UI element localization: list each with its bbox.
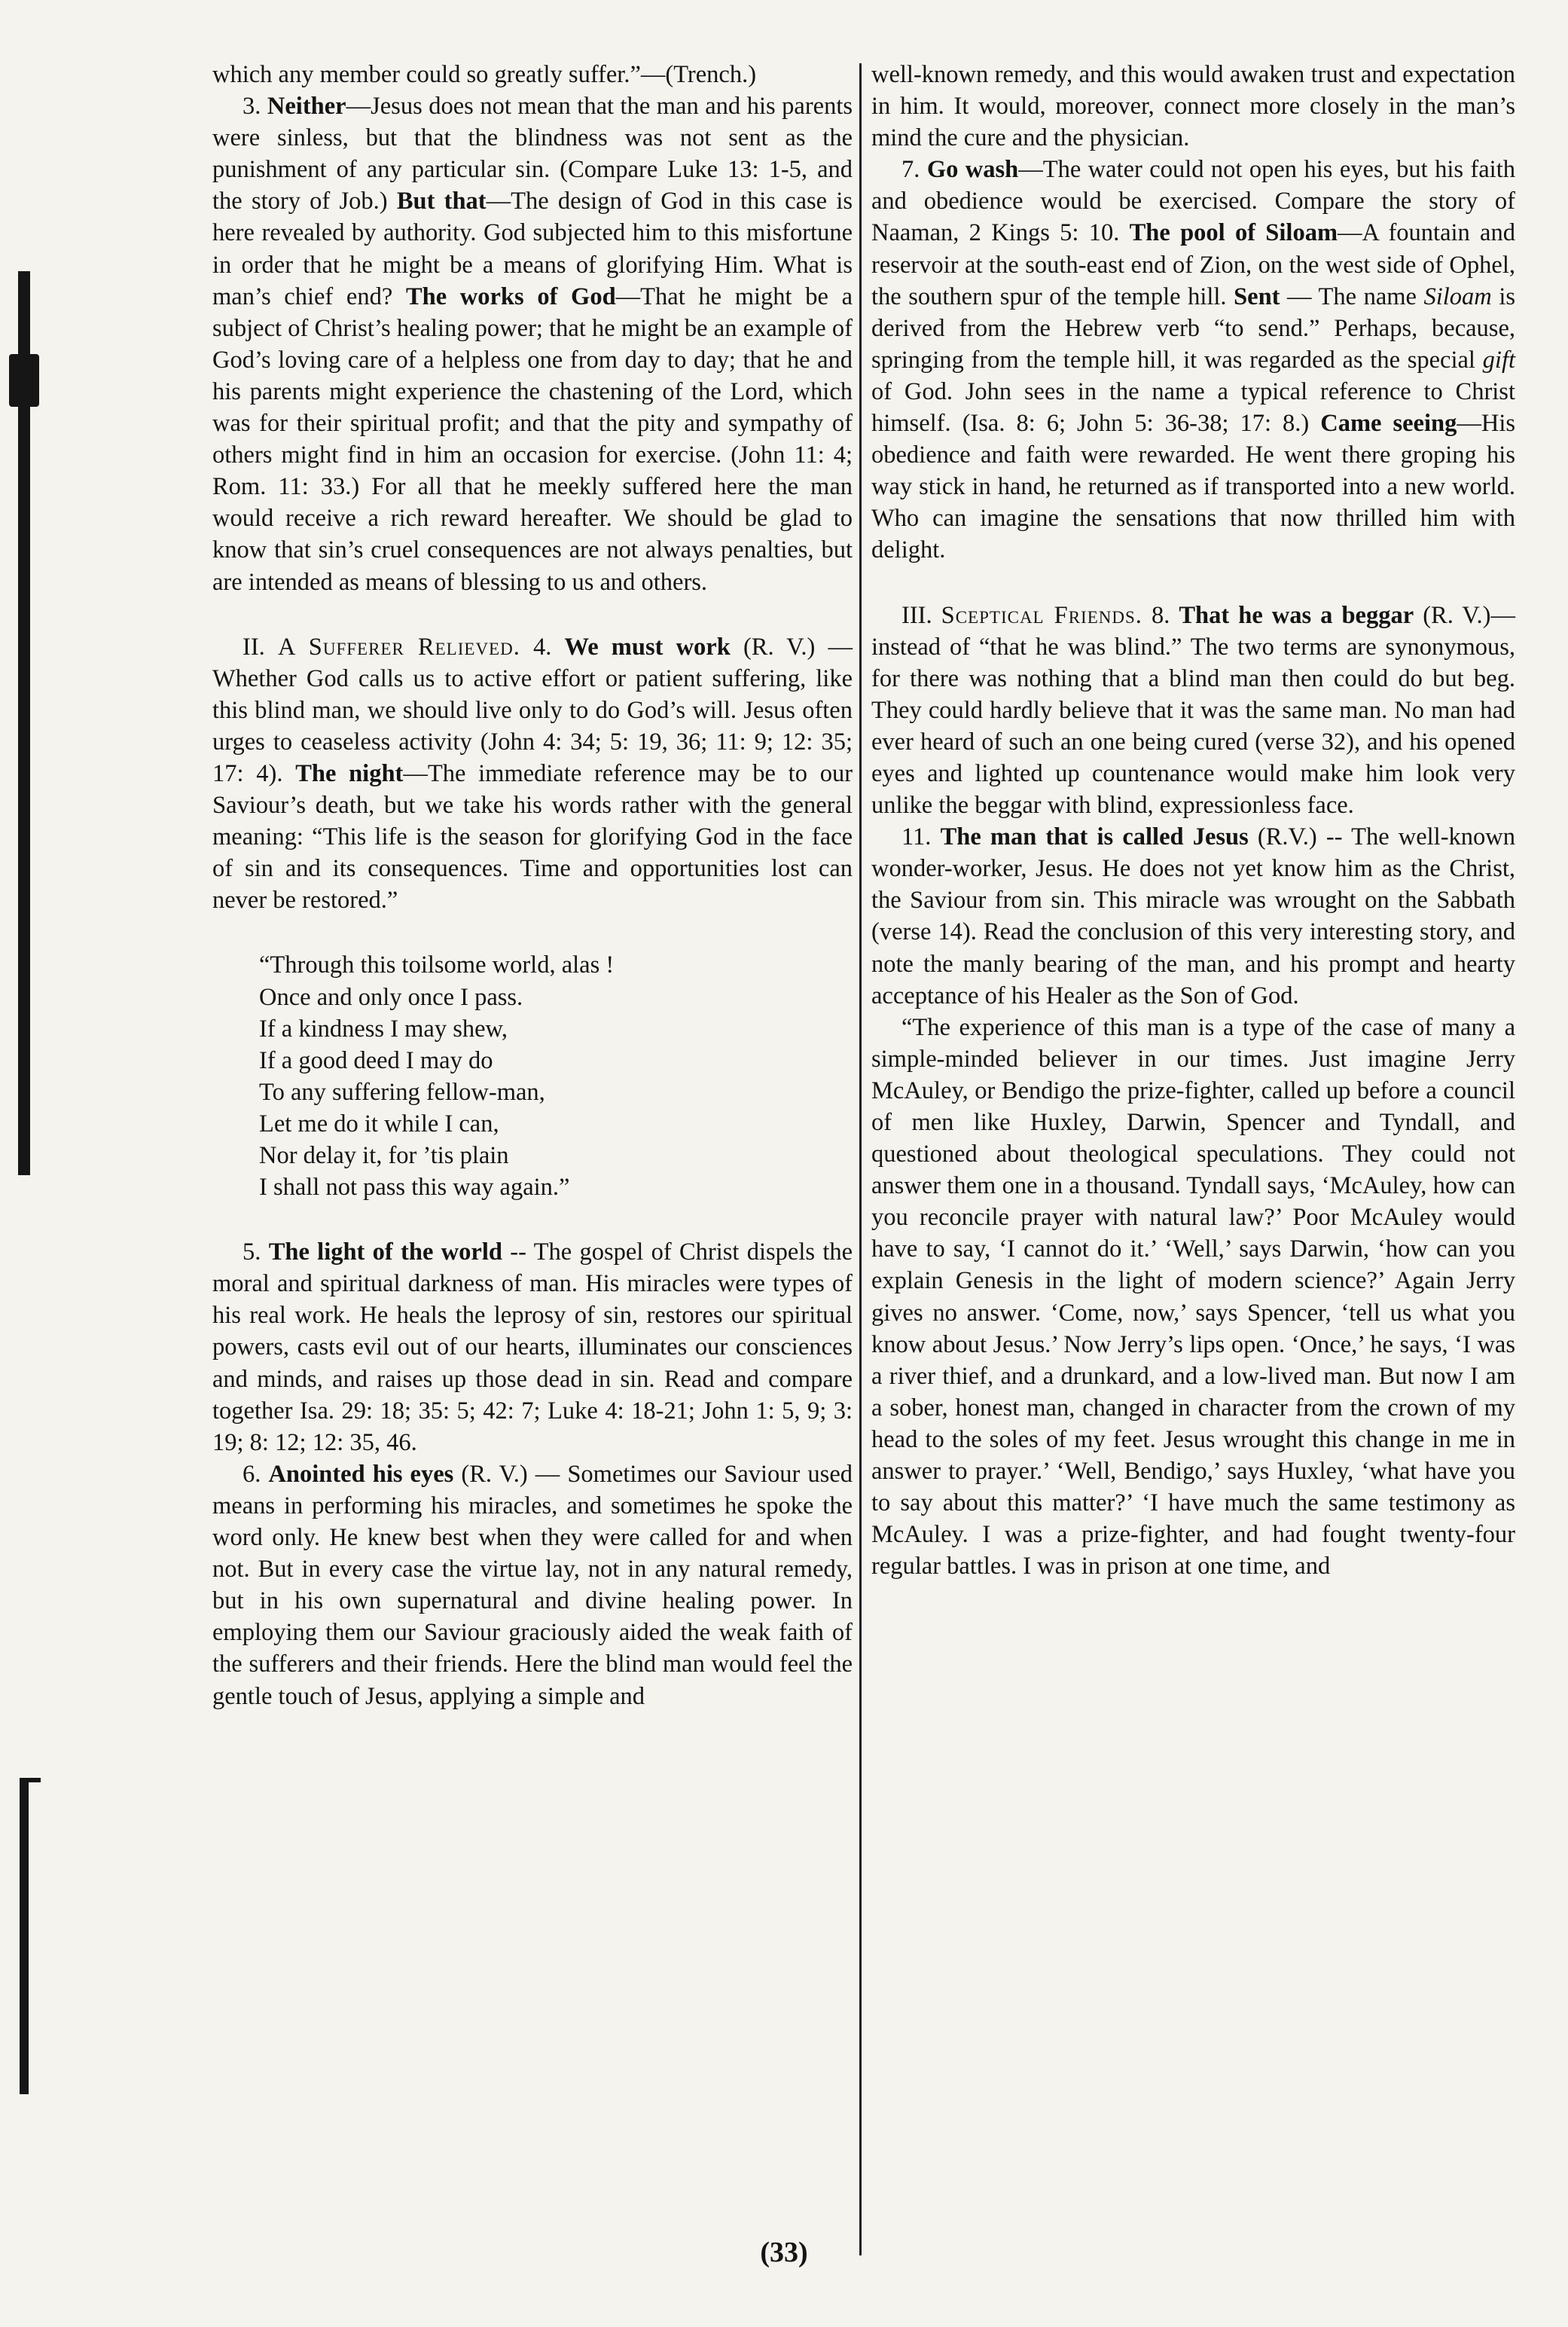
poem-line: I shall not pass this way again.” xyxy=(259,1174,570,1202)
poem-line: If a good deed I may do xyxy=(259,1046,493,1074)
note-text: (R.V.) -- The well-known wonder-worker, Jesus. He does not yet know him as the Christ, the Saviour from sin. This miracle was wrought on the Sabbath (verse 14). Read the conclusion of this very interesting story, and note the manly bearing of the man, and his prompt and hearty acceptance of his Healer as the Son of God. xyxy=(871,823,1516,1009)
intro-text: which any member could so greatly suffer.”—(Trench.) xyxy=(212,61,757,88)
poem-line: Let me do it while I can, xyxy=(259,1110,499,1138)
italic-term: Siloam xyxy=(1423,282,1492,310)
note-text: —The immediate reference may be to our Saviour’s death, but we take his words rather with the general meaning: “This life is the season for glorifying God in the face of sin and its consequences. Time and opportunities lost can never be restored.” xyxy=(212,759,853,915)
note-text: — The name xyxy=(1287,282,1417,310)
note-term: The night xyxy=(295,759,404,787)
note-term: But that xyxy=(396,188,487,215)
note-text: —The design of God in this case is here revealed by authority. God subjected him to this misfortune in order that he might be a means of glorifying Him. What is man’s chief end? xyxy=(212,188,853,310)
column-divider xyxy=(859,63,862,2255)
poem-line: Nor delay it, for ’tis plain xyxy=(259,1142,509,1169)
section-number: III. xyxy=(901,601,932,629)
note-term: The works of God xyxy=(405,282,616,310)
note-text: well-known remedy, and this would awaken trust and expectation in him. It would, moreover, connect more closely in the man’s mind the cure and the physician. xyxy=(871,61,1515,152)
section-heading: A Sufferer Relieved. xyxy=(277,633,520,661)
poem-line: To any suffering fellow-man, xyxy=(259,1078,545,1106)
note-term: The man that is called Jesus xyxy=(940,823,1249,851)
note-text: —That he might be a subject of Christ’s healing power; that he might be an example of God’s loving care of a helpless one from day to day; that he and his parents might experience the chastening of the Lord, which was for their spiritual profit; and that the pity and sympathy of others might find in him an occasion for exercise. (John 11: 4; Rom. 11: 33.) For all that he meekly suffered here the man would receive a rich reward hereafter. We should be glad to know that sin’s cruel consequences are not always penalties, but are intended as means of blessing to us and others. xyxy=(212,282,853,596)
quote-paragraph xyxy=(871,1012,1515,1583)
margin-mark-lower xyxy=(20,1778,29,2094)
note-number: 6. xyxy=(243,1460,261,1488)
poem-line: If a kindness I may shew, xyxy=(259,1015,508,1043)
note-number: 7. xyxy=(901,156,920,184)
section-3 xyxy=(871,600,1515,822)
poem-line: Once and only once I pass. xyxy=(259,983,523,1011)
note-text: —His obedience and faith were rewarded. He went there groping his way stick in hand, he returned as if transported into a new world. Who can imagine the sensations that now thrilled him with delight. xyxy=(871,410,1515,564)
note-number: 4. xyxy=(533,633,552,661)
section-2 xyxy=(212,631,853,917)
left-column xyxy=(212,59,853,1712)
poem xyxy=(259,949,853,1203)
continuation-paragraph xyxy=(871,59,1515,154)
note-term: The light of the world xyxy=(268,1238,502,1266)
note-5 xyxy=(212,1236,853,1458)
note-text: (R. V.) — Sometimes our Saviour used means in performing his miracles, and sometimes he spoke the word only. He knew best when they were called for and when not. But in every case the virtue lay, not in any natural remedy, but in his own supernatural and divine healing power. In employing them our Saviour graciously aided the weak faith of the sufferers and their friends. Here the blind man would feel the gentle touch of Jesus, applying a simple and xyxy=(212,1460,853,1710)
note-term: Sent xyxy=(1234,282,1280,310)
note-3 xyxy=(212,90,853,598)
section-number: II. xyxy=(243,633,265,661)
note-term: That he was a beggar xyxy=(1179,601,1414,629)
note-7 xyxy=(871,154,1515,566)
note-term: Came seeing xyxy=(1320,410,1457,438)
note-text: “The experience of this man is a type of the case of many a simple-minded believer in our times. Just imagine Jerry McAuley, or Bendigo the prize-fighter, called up before a council of men like Huxley, Darwin, Spencer and Tyndall, and questioned about theological speculations. They could not answer them one in a thousand. Tyndall says, ‘McAuley, how can you reconcile prayer with natural law?’ Poor McAuley would have to say, ‘I cannot do it.’ ‘Well,’ says Darwin, ‘how can you explain Genesis in the light of modern science?’ Again Jerry gives no answer. ‘Come, now,’ says Spencer, ‘tell us what you know about Jesus.’ Now Jerry’s lips open. ‘Once,’ he says, ‘I was a river thief, and a drunkard, and a low-lived man. But now I am a sober, honest man, changed in character from the crown of my head to the soles of my feet. Jesus wrought this change in me in answer to prayer.’ ‘Well, Bendigo,’ says Huxley, ‘what have you to say about this matter?’ ‘I have much the same testimony as McAuley. I was a prize-fighter, and had fought twenty-four regular battles. I was in prison at one time, and xyxy=(871,1013,1515,1580)
note-term: Neither xyxy=(267,93,346,121)
poem-line: “Through this toilsome world, alas ! xyxy=(259,951,615,979)
intro-paragraph xyxy=(212,59,853,90)
note-text: —A fountain and reservoir at the south-east end of Zion, on the west side of Ophel, the southern spur of the temple hill. xyxy=(871,219,1515,310)
right-column xyxy=(871,59,1515,1582)
note-term: Anointed his eyes xyxy=(268,1460,454,1488)
margin-mark-head xyxy=(9,354,39,407)
page-number: (33) xyxy=(760,2237,808,2268)
note-text: (R. V.) — Whether God calls us to active effort or patient suffering, like this blind man, we should live only to do God’s will. Jesus often urges to ceaseless activity (John 4: 34; 5: 19, 36; 11: 9; 12: 35; 17: 4). xyxy=(212,633,853,787)
note-text: of God. John sees in the name a typical reference to Christ himself. (Isa. 8: 6; John 5: 36-38; 17: 8.) xyxy=(871,377,1515,438)
note-number: 8. xyxy=(1151,601,1170,629)
note-number: 3. xyxy=(243,93,261,121)
note-term: We must work xyxy=(564,633,731,661)
note-term: The pool of Siloam xyxy=(1129,219,1338,247)
note-11 xyxy=(871,821,1515,1012)
margin-mark-lower-tip xyxy=(20,1778,41,1782)
note-number: 11. xyxy=(901,823,932,851)
note-text: —Jesus does not mean that the man and his parents were sinless, but that the blindness was not sent as the punishment of any particular sin. (Compare Luke 13: 1-5, and the story of Job.) xyxy=(212,93,853,215)
note-text: is derived from the Hebrew verb “to send.” Perhaps, because, springing from the temple hill, it was regarded as the special xyxy=(871,282,1516,374)
margin-mark xyxy=(18,271,30,1175)
note-text: —The water could not open his eyes, but his faith and obedience would be exercised. Compare the story of Naaman, 2 Kings 5: 10. xyxy=(871,156,1515,247)
note-text: -- The gospel of Christ dispels the moral and spiritual darkness of man. His miracles were types of his real work. He heals the leprosy of sin, restores our spiritual powers, casts evil out of our hearts, illuminates our consciences and minds, and raises up those dead in sin. Read and compare together Isa. 29: 18; 35: 5; 42: 7; Luke 4: 18-21; John 1: 5, 9; 3: 19; 8: 12; 12: 35, 46. xyxy=(212,1238,853,1456)
italic-term: gift xyxy=(1482,346,1516,374)
note-6 xyxy=(212,1458,853,1712)
note-term: Go wash xyxy=(926,156,1019,184)
section-heading: Sceptical Friends. xyxy=(941,601,1142,629)
note-number: 5. xyxy=(243,1238,261,1266)
note-text: (R. V.)—instead of “that he was blind.” The two terms are synonymous, for there was nothing that a blind man then could do but beg. They could hardly believe that it was the same man. No man had ever heard of such an one being cured (verse 32), and his opened eyes and lighted up countenance would make him look very unlike the beggar with blind, expressionless face. xyxy=(871,601,1516,820)
